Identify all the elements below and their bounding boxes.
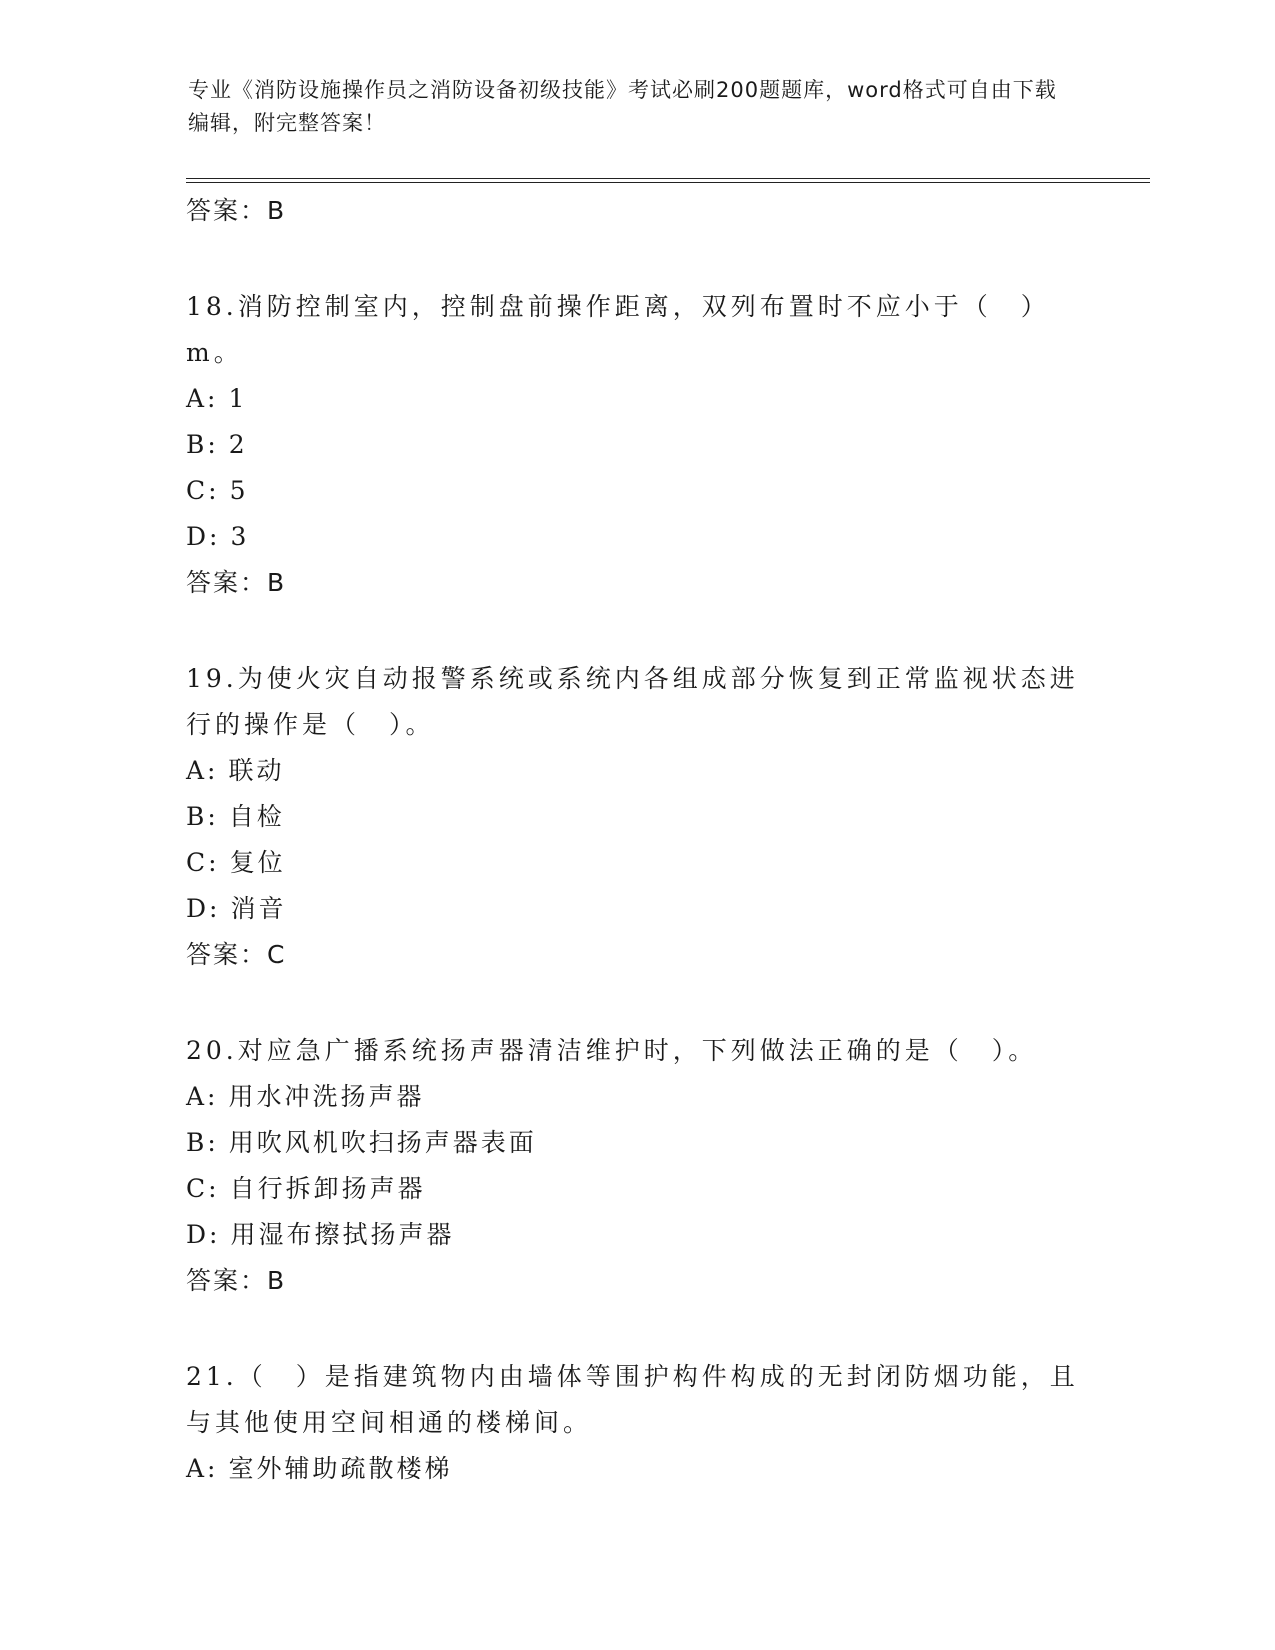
option-text: 5 [229, 476, 249, 505]
answer-line [186, 1258, 1086, 1304]
option-text: 1 [228, 384, 248, 413]
option-letter: A: [186, 1082, 219, 1111]
option-d [186, 886, 1086, 932]
answer-value: B [267, 196, 287, 225]
option-a [186, 376, 1086, 422]
answer-value: B [267, 568, 287, 597]
question-20 [186, 1028, 1086, 1304]
option-text: 3 [230, 522, 250, 551]
option-letter: B: [186, 1128, 219, 1157]
option-text: 消音 [230, 894, 287, 923]
option-text: 复位 [229, 848, 286, 877]
option-letter: B: [186, 430, 219, 459]
answer-label: 答案： [186, 940, 268, 969]
option-text: 自检 [228, 802, 285, 831]
option-b [186, 794, 1086, 840]
question-list [186, 188, 1086, 1492]
answer-value: B [267, 1266, 287, 1295]
header-divider [186, 178, 1150, 183]
option-a [186, 748, 1086, 794]
option-letter: A: [186, 1454, 219, 1483]
option-text: 用湿布擦拭扬声器 [230, 1220, 455, 1249]
option-letter: A: [186, 756, 219, 785]
option-letter: A: [186, 384, 219, 413]
option-text: 联动 [228, 756, 285, 785]
question-stem: 19.为使火灾自动报警系统或系统内各组成部分恢复到正常监视状态进行的操作是（ ）。 [186, 664, 1079, 739]
option-d [186, 1212, 1086, 1258]
option-text: 用水冲洗扬声器 [228, 1082, 425, 1111]
option-letter: B: [186, 802, 219, 831]
page-header: 专业《消防设施操作员之消防设备初级技能》考试必刷200题题库，word格式可自由下载编辑，附完整答案！ [188, 78, 1057, 135]
option-c [186, 1166, 1086, 1212]
option-d [186, 514, 1086, 560]
question-stem: 21.（ ）是指建筑物内由墙体等围护构件构成的无封闭防烟功能，且与其他使用空间相通的楼梯间。 [186, 1362, 1079, 1437]
option-b [186, 1120, 1086, 1166]
option-c [186, 468, 1086, 514]
option-c [186, 840, 1086, 886]
option-letter: D: [186, 894, 221, 923]
question-18 [186, 284, 1086, 606]
question-stem: 18.消防控制室内，控制盘前操作距离，双列布置时不应小于（ ）m。 [186, 292, 1050, 367]
option-a [186, 1446, 1086, 1492]
option-text: 自行拆卸扬声器 [229, 1174, 426, 1203]
answer-line [186, 560, 1086, 606]
option-text: 室外辅助疏散楼梯 [228, 1454, 453, 1483]
answer-line [186, 188, 1086, 234]
answer-value: C [267, 940, 287, 969]
option-letter: D: [186, 1220, 221, 1249]
option-letter: C: [186, 848, 220, 877]
option-a [186, 1074, 1086, 1120]
option-text: 用吹风机吹扫扬声器表面 [228, 1128, 537, 1157]
answer-label: 答案： [186, 1266, 268, 1295]
answer-label: 答案： [186, 568, 268, 597]
question-stem: 20.对应急广播系统扬声器清洁维护时，下列做法正确的是（ ）。 [186, 1036, 1038, 1065]
option-letter: C: [186, 1174, 220, 1203]
question-19 [186, 656, 1086, 978]
option-letter: C: [186, 476, 220, 505]
option-text: 2 [228, 430, 248, 459]
question-21 [186, 1354, 1086, 1492]
answer-label: 答案： [186, 196, 268, 225]
option-b [186, 422, 1086, 468]
answer-line [186, 932, 1086, 978]
option-letter: D: [186, 522, 221, 551]
